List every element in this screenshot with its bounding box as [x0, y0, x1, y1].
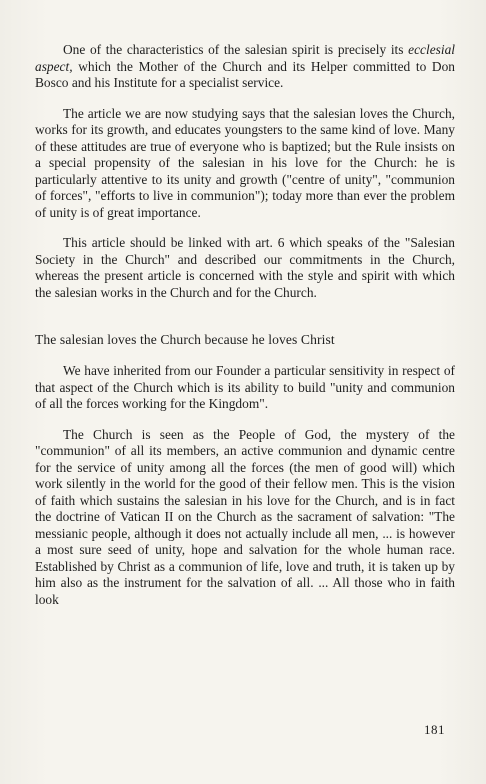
page-number: 181: [424, 722, 445, 737]
paragraph-article-study: The article we are now studying says that the salesian loves the Church, works for its growth, and educates youngsters to the same kind of love. Many of these attitudes are true of everyone who is baptized; but the Rule insists on a special propensity of the salesian in his love for the Church: he is particularly attentive to its unity and growth ("centre of unity", "communion of forces", "efforts to live in communion"); today more than ever the problem of unity is of great importance.: [35, 105, 455, 220]
paragraph-founder-sensitivity: We have inherited from our Founder a particular sensitivity in respect of that aspect of the Church which is its ability to build "unity and communion of all the forces working for the Kingdom".: [35, 363, 455, 411]
paragraph-link-art-6: This article should be linked with art. 6 which speaks of the "Salesian Society in the Church" and described our commitments in the Church, whereas the present article is concerned with the style and spirit with which the salesian works in the Church and for the Church.: [35, 235, 455, 300]
section-heading: The salesian loves the Church because he loves Christ: [35, 332, 335, 347]
paragraph-people-of-god: The Church is seen as the People of God, the mystery of the "communion" of all its members, an active communion and dynamic centre for the service of unity among all the forces (the men of good will) which work silently in the world for the good of their fellow men. This is the vision of faith which sustains the salesian in his love for the Church, and is in fact the doctrine of Vatican II on the Church as the sacrament of salvation: "The messianic people, although it does not actually include all men, ... is however a most sure seed of unity, hope and salvation for the whole human race. Established by Christ as a communion of life, love and truth, it is taken up by him also as the instrument for the salvation of all. ... All those who in faith look: [35, 426, 455, 607]
paragraph-1-text-end: which the Mother of the Church and its Helper committed to Don Bosco and his Institute for a specialist service.: [35, 58, 455, 90]
ecclesial-aspect-italic: ecclesial aspect,: [35, 42, 455, 74]
paragraph-ecclesial-aspect: [35, 42, 455, 92]
page-body: [35, 42, 455, 608]
paragraph-1-text-start: One of the characteristics of the salesian spirit is precisely its: [63, 42, 409, 57]
